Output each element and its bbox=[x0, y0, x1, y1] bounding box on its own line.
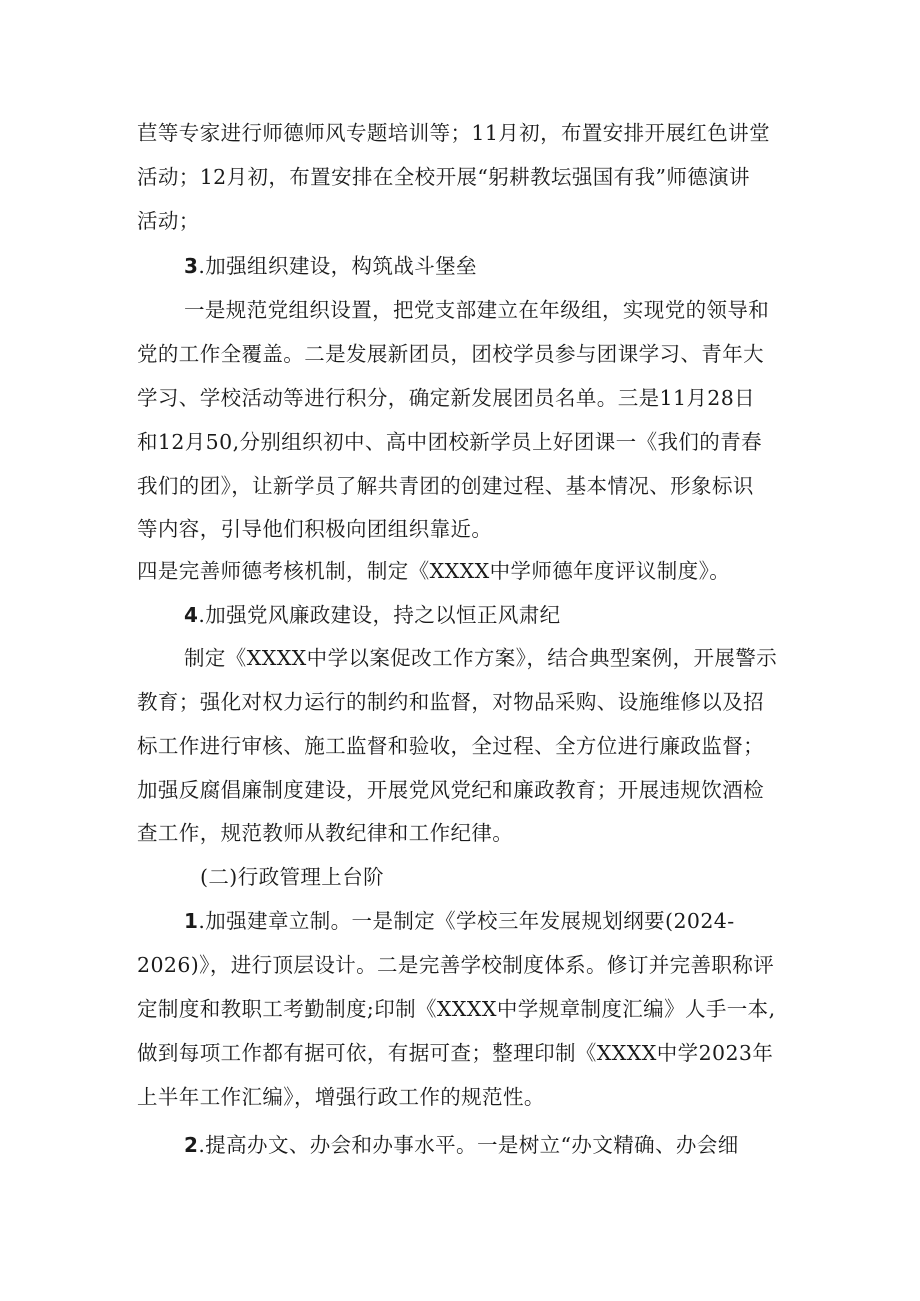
section-heading-4 bbox=[184, 602, 561, 628]
item-number: 1 bbox=[184, 909, 199, 933]
text-line: 定制度和教职工考勤制度;印制《XXXX中学规章制度汇编》人手一本, bbox=[137, 997, 776, 1021]
text-line: 学习、学校活动等进行积分，确定新发展团员名单。三是11月28日 bbox=[137, 386, 756, 410]
item-number: 2 bbox=[184, 1133, 199, 1157]
text-line: 等内容，引导他们积极向团组织靠近。 bbox=[137, 517, 493, 541]
text-line: 活动； bbox=[137, 209, 200, 233]
paragraph-line: 一是规范党组织设置，把党支部建立在年级组，实现党的领导和 bbox=[184, 298, 770, 322]
text-line: 上半年工作汇编》，增强行政工作的规范性。 bbox=[137, 1085, 545, 1109]
text-line: 查工作，规范教师从教纪律和工作纪律。 bbox=[137, 821, 514, 845]
text-line: 活动；12月初，布置安排在全校开展“躬耕教坛强国有我”师德演讲 bbox=[137, 165, 750, 189]
section-heading-3 bbox=[184, 253, 477, 279]
item-separator: . bbox=[198, 1133, 206, 1157]
numbered-paragraph-2 bbox=[184, 1132, 739, 1158]
text-line: 党的工作全覆盖。二是发展新团员，团校学员参与团课学习、青年大 bbox=[137, 342, 764, 366]
text-line: 四是完善师德考核机制，制定《XXXX中学师德年度评议制度》。 bbox=[137, 559, 731, 583]
numbered-paragraph-1 bbox=[184, 908, 735, 934]
text-line: 2026)》，进行顶层设计。二是完善学校制度体系。修订并完善职称评 bbox=[137, 953, 775, 977]
item-separator: . bbox=[198, 909, 206, 933]
text-line: 苣等专家进行师德师风专题培训等；11月初，布置安排开展红色讲堂 bbox=[137, 121, 770, 145]
heading-text: .加强组织建设，构筑战斗堡垒 bbox=[198, 254, 477, 278]
text-line: 和12月50,分别组织初中、高中团校新学员上好团课一《我们的青春 bbox=[137, 430, 762, 454]
heading-text: .加强党风廉政建设，持之以恒正风肃纪 bbox=[198, 603, 561, 627]
item-text: 加强建章立制。一是制定《学校三年发展规划纲要(2024- bbox=[205, 909, 735, 933]
paragraph-line: 制定《XXXX中学以案促改工作方案》，结合典型案例，开展警示 bbox=[184, 646, 778, 670]
text-line: 加强反腐倡廉制度建设，开展党风党纪和廉政教育；开展违规饮酒检 bbox=[137, 778, 764, 802]
heading-number: 4 bbox=[184, 603, 199, 627]
sub-section-heading: (二)行政管理上台阶 bbox=[200, 865, 384, 889]
text-line: 标工作进行审核、施工监督和验收，全过程、全方位进行廉政监督； bbox=[137, 734, 764, 758]
text-line: 教育；强化对权力运行的制约和监督，对物品采购、设施维修以及招 bbox=[137, 690, 764, 714]
heading-number: 3 bbox=[184, 254, 199, 278]
text-line: 我们的团》，让新学员了解共青团的创建过程、基本情况、形象标识 bbox=[137, 474, 754, 498]
item-text: 提高办文、办会和办事水平。一是树立“办文精确、办会细 bbox=[205, 1133, 739, 1157]
text-line: 做到每项工作都有据可依，有据可查；整理印制《XXXX中学2023年 bbox=[137, 1041, 774, 1065]
